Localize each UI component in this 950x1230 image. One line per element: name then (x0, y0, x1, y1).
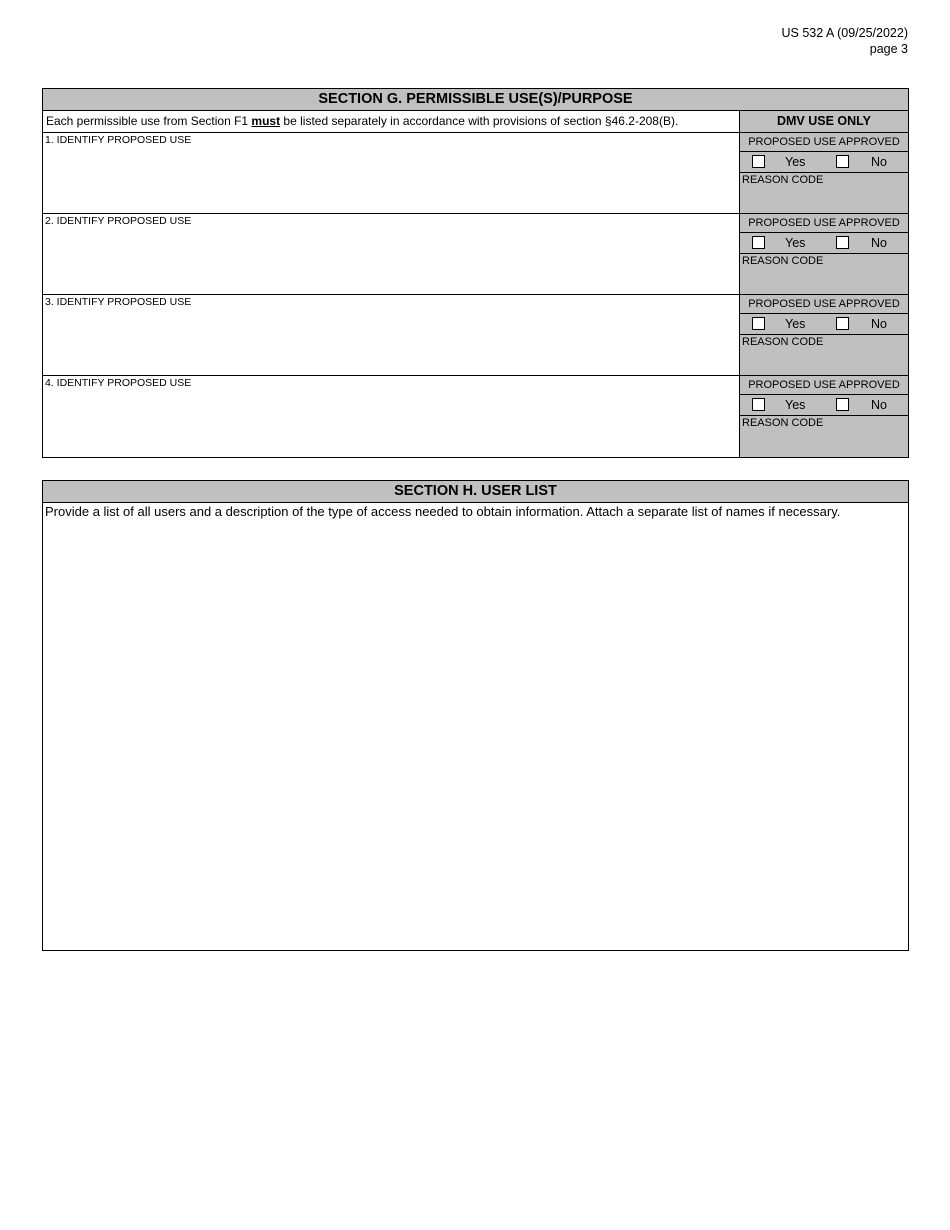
dmv-approval-block (740, 133, 908, 213)
approved-label: PROPOSED USE APPROVED (740, 376, 908, 395)
reason-code-field[interactable] (740, 173, 908, 186)
proposed-use-label: 2. IDENTIFY PROPOSED USE (45, 215, 192, 227)
reason-code-field[interactable] (740, 335, 908, 348)
proposed-use-label: 1. IDENTIFY PROPOSED USE (45, 134, 192, 146)
section-h-instruction: Provide a list of all users and a description of the type of access needed to obtain information. Attach a separate list of names if necessary. (45, 504, 841, 519)
approved-label: PROPOSED USE APPROVED (740, 214, 908, 233)
approval-choices (740, 233, 908, 254)
yes-label: Yes (785, 398, 806, 412)
proposed-use-label: 4. IDENTIFY PROPOSED USE (45, 377, 192, 389)
dmv-approval-block (740, 214, 908, 294)
no-label: No (871, 236, 887, 250)
approved-label: PROPOSED USE APPROVED (740, 133, 908, 152)
yes-checkbox[interactable] (752, 155, 765, 168)
user-list-field[interactable] (43, 503, 908, 519)
approval-choices (740, 152, 908, 173)
reason-code-field[interactable] (740, 416, 908, 429)
dmv-use-only-label: DMV USE ONLY (740, 111, 908, 132)
proposed-use-row-3 (43, 295, 908, 376)
proposed-use-row-2 (43, 214, 908, 295)
section-g-title: SECTION G. PERMISSIBLE USE(S)/PURPOSE (43, 89, 908, 111)
yes-label: Yes (785, 155, 806, 169)
proposed-use-row-4 (43, 376, 908, 457)
no-checkbox[interactable] (836, 317, 849, 330)
form-header (782, 25, 908, 57)
proposed-use-field-4[interactable] (43, 376, 740, 457)
approval-choices (740, 395, 908, 416)
yes-checkbox[interactable] (752, 236, 765, 249)
no-checkbox[interactable] (836, 398, 849, 411)
reason-code-label: REASON CODE (742, 255, 824, 267)
proposed-use-label: 3. IDENTIFY PROPOSED USE (45, 296, 192, 308)
no-checkbox[interactable] (836, 236, 849, 249)
proposed-use-field-2[interactable] (43, 214, 740, 294)
section-h (42, 480, 909, 951)
yes-checkbox[interactable] (752, 398, 765, 411)
reason-code-field[interactable] (740, 254, 908, 267)
no-checkbox[interactable] (836, 155, 849, 168)
section-g-instruction: Each permissible use from Section F1 must be listed separately in accordance with provisions of section §46.2-208(B). (43, 111, 740, 132)
no-label: No (871, 317, 887, 331)
dmv-approval-block (740, 376, 908, 457)
yes-checkbox[interactable] (752, 317, 765, 330)
instruction-emphasis: must (251, 114, 281, 128)
form-id: US 532 A (09/25/2022) (781, 26, 908, 40)
reason-code-label: REASON CODE (742, 174, 824, 186)
yes-label: Yes (785, 236, 806, 250)
proposed-use-field-1[interactable] (43, 133, 740, 213)
no-label: No (871, 155, 887, 169)
reason-code-label: REASON CODE (742, 417, 824, 429)
dmv-approval-block (740, 295, 908, 375)
proposed-use-field-3[interactable] (43, 295, 740, 375)
reason-code-label: REASON CODE (742, 336, 824, 348)
page-number: page 3 (869, 42, 908, 56)
approved-label: PROPOSED USE APPROVED (740, 295, 908, 314)
section-g (42, 88, 909, 458)
yes-label: Yes (785, 317, 806, 331)
proposed-use-row-1 (43, 133, 908, 214)
section-g-instruction-row (43, 111, 908, 133)
no-label: No (871, 398, 887, 412)
section-h-title: SECTION H. USER LIST (43, 481, 908, 503)
approval-choices (740, 314, 908, 335)
